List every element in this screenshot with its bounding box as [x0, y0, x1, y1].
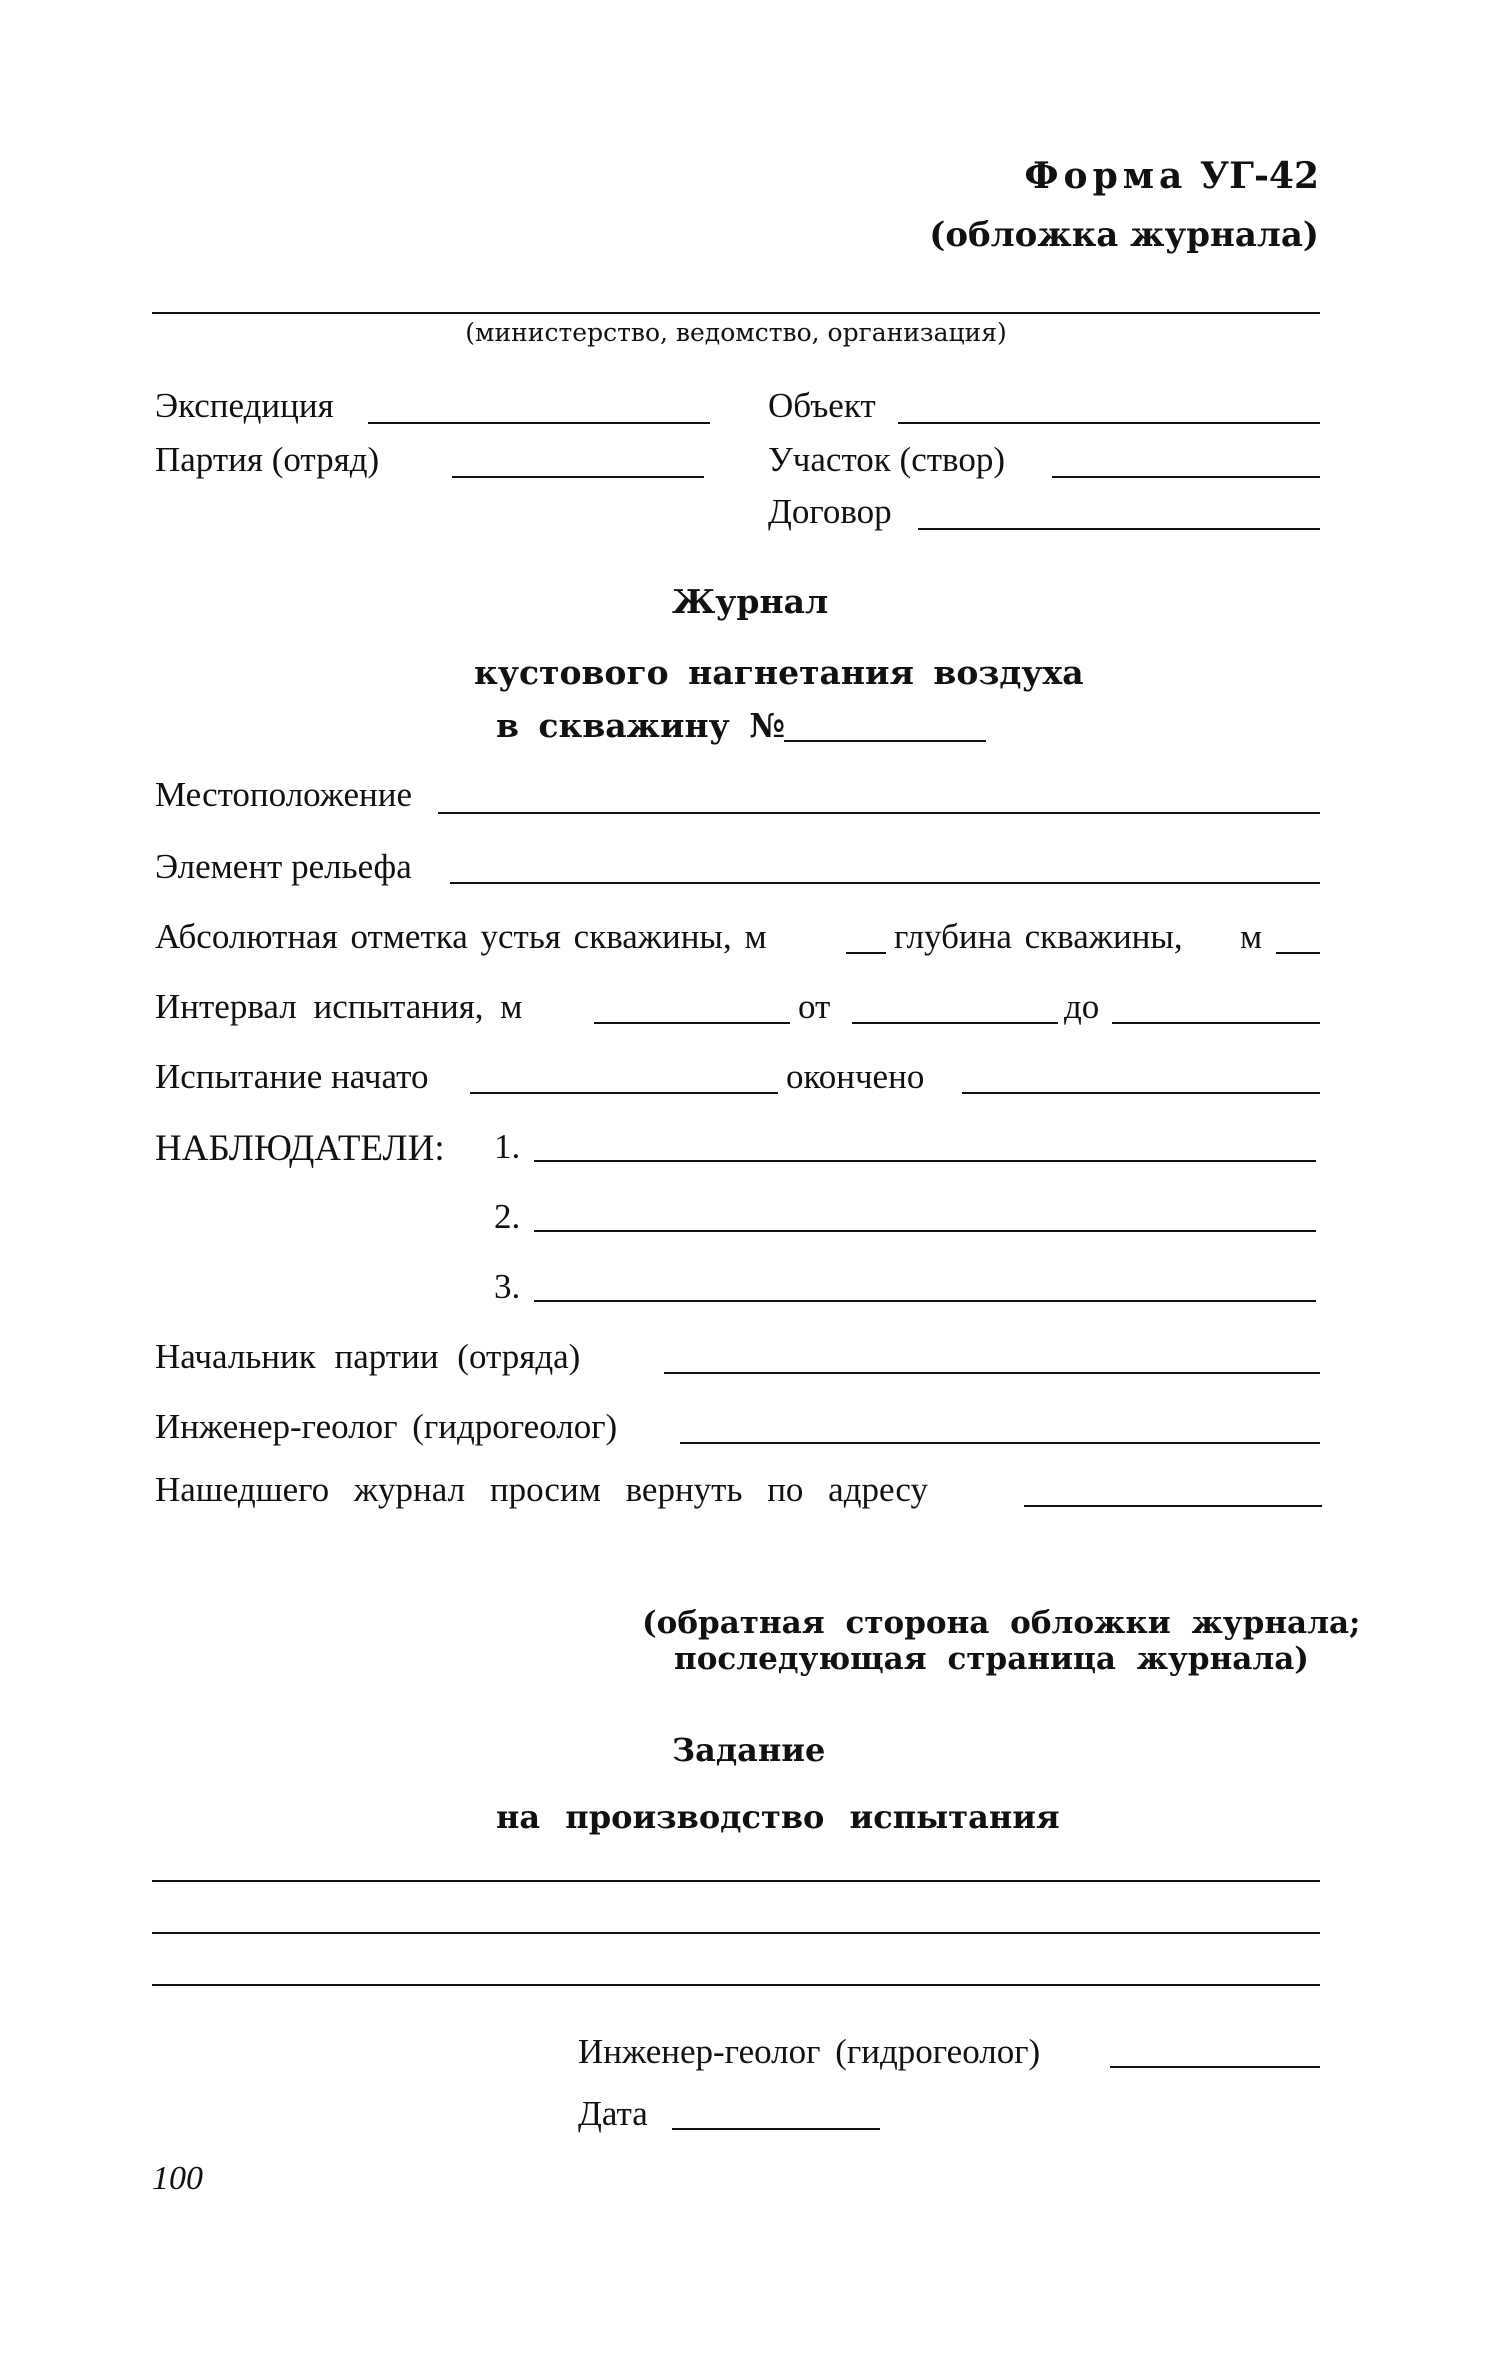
- test-finished-label: окончено: [786, 1057, 925, 1096]
- contract-field[interactable]: [918, 528, 1320, 530]
- test-started-label: Испытание начато: [155, 1057, 429, 1096]
- back-side-note-1: (обратная сторона обложки журнала;: [642, 1605, 1361, 1641]
- party-chief-label: Начальник партии (отряда): [155, 1337, 581, 1376]
- date-label: Дата: [578, 2094, 648, 2133]
- well-number-label: в скважину №: [496, 706, 786, 745]
- object-label: Объект: [768, 386, 876, 425]
- interval-field[interactable]: [594, 1022, 790, 1024]
- relief-field[interactable]: [450, 882, 1320, 884]
- form-subtitle: (обложка журнала): [929, 215, 1319, 255]
- interval-to-field[interactable]: [1112, 1022, 1320, 1024]
- form-prefix: Форма: [1024, 155, 1188, 197]
- back-engineer-label: Инженер-геолог (гидрогеолог): [578, 2032, 1041, 2071]
- interval-label: Интервал испытания, м: [155, 987, 523, 1026]
- task-line-1[interactable]: [152, 1880, 1320, 1882]
- elevation-field[interactable]: [846, 952, 886, 954]
- return-address-field[interactable]: [1024, 1505, 1322, 1507]
- interval-from-field[interactable]: [852, 1022, 1058, 1024]
- back-side-note-2: последующая страница журнала): [674, 1641, 1309, 1677]
- observers-label: НАБЛЮДАТЕЛИ:: [155, 1128, 445, 1169]
- return-note-label: Нашедшего журнал просим вернуть по адресу: [155, 1470, 928, 1509]
- form-code: [1024, 155, 1319, 197]
- well-number-field[interactable]: [784, 740, 986, 742]
- relief-label: Элемент рельефа: [155, 847, 412, 886]
- observer-1-number: 1.: [494, 1127, 521, 1166]
- observer-1-field[interactable]: [534, 1160, 1316, 1162]
- depth-label: глубина скважины,: [894, 917, 1183, 956]
- observer-3-field[interactable]: [534, 1300, 1316, 1302]
- observer-2-number: 2.: [494, 1197, 521, 1236]
- observer-2-field[interactable]: [534, 1230, 1316, 1232]
- page-number: 100: [152, 2160, 203, 2197]
- journal-subtitle: кустового нагнетания воздуха: [474, 653, 1084, 692]
- interval-to-label: до: [1064, 987, 1100, 1026]
- test-finished-field[interactable]: [962, 1092, 1320, 1094]
- back-engineer-field[interactable]: [1110, 2066, 1320, 2068]
- engineer-label: Инженер-геолог (гидрогеолог): [155, 1407, 618, 1446]
- section-label: Участок (створ): [768, 440, 1005, 479]
- form-number: УГ-42: [1199, 155, 1319, 197]
- section-field[interactable]: [1052, 476, 1320, 478]
- observer-3-number: 3.: [494, 1267, 521, 1306]
- elevation-label: Абсолютная отметка устья скважины, м: [155, 917, 767, 956]
- party-label: Партия (отряд): [155, 440, 380, 479]
- journal-title: Журнал: [672, 582, 829, 621]
- party-chief-field[interactable]: [664, 1372, 1320, 1374]
- task-line-2[interactable]: [152, 1932, 1320, 1934]
- location-field[interactable]: [438, 812, 1320, 814]
- object-field[interactable]: [898, 422, 1320, 424]
- engineer-field[interactable]: [680, 1442, 1320, 1444]
- date-field[interactable]: [672, 2128, 880, 2130]
- expedition-label: Экспедиция: [155, 386, 334, 425]
- location-label: Местоположение: [155, 775, 413, 814]
- organization-caption: (министерство, ведомство, организация): [465, 318, 1007, 347]
- organization-line: [152, 312, 1320, 314]
- task-line-3[interactable]: [152, 1984, 1320, 1986]
- expedition-field[interactable]: [368, 422, 710, 424]
- task-subtitle: на производство испытания: [496, 1798, 1060, 1836]
- task-title: Задание: [672, 1731, 826, 1769]
- interval-from-label: от: [798, 987, 831, 1026]
- test-started-field[interactable]: [470, 1092, 778, 1094]
- contract-label: Договор: [768, 492, 892, 531]
- depth-unit: м: [1240, 917, 1263, 956]
- party-field[interactable]: [452, 476, 704, 478]
- depth-field[interactable]: [1276, 952, 1320, 954]
